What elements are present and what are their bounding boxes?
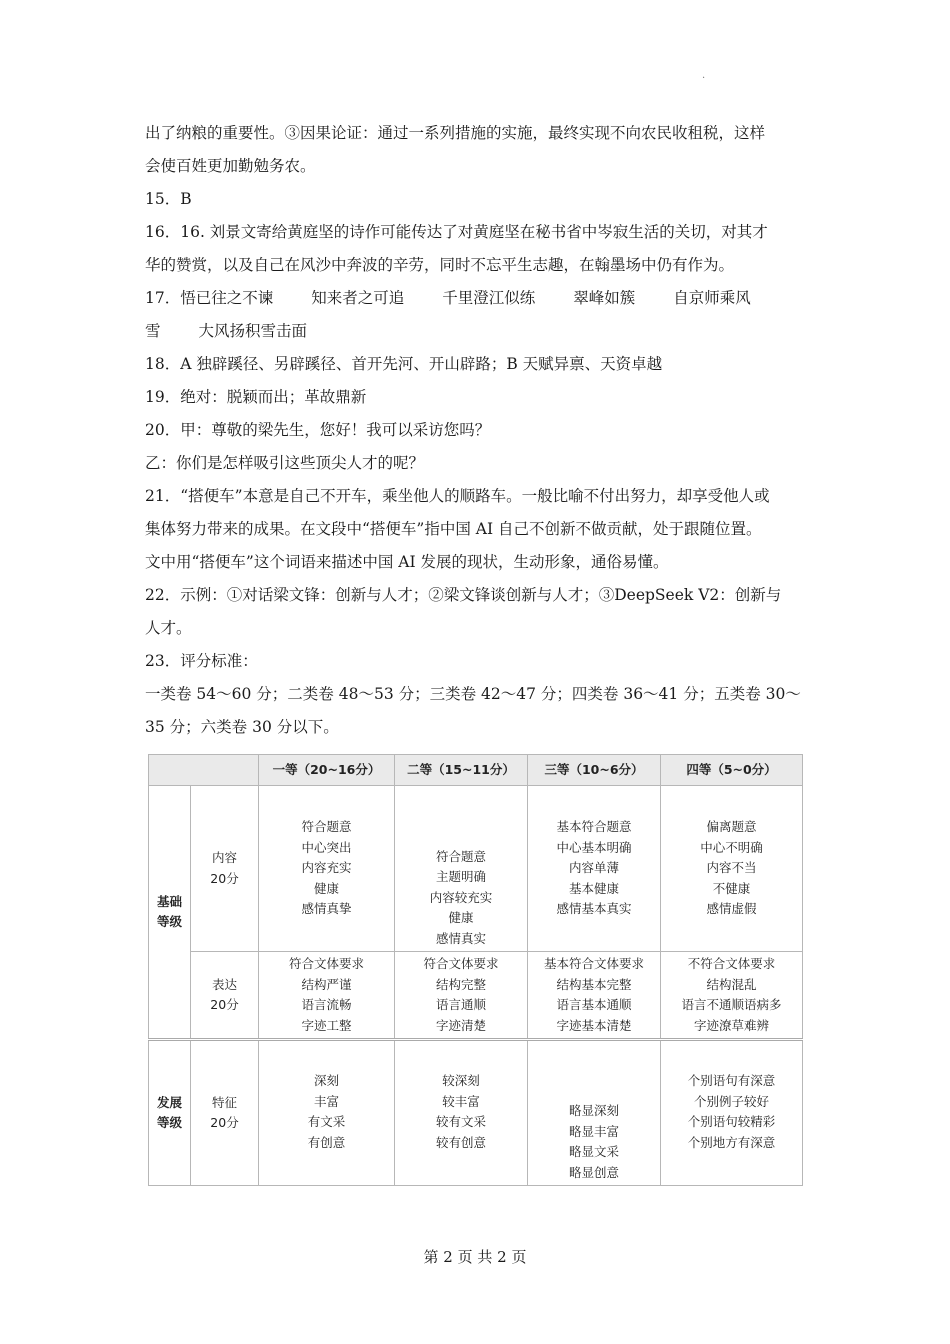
line: 人才。 — [145, 619, 192, 637]
cell-text: 个别语句有深意 个别例子较好 个别语句较精彩 个别地方有深意 — [687, 1073, 776, 1150]
corner-mark: . — [702, 70, 706, 81]
q17-part: 17．悟已往之不谏 — [145, 289, 274, 307]
table-cell — [661, 786, 803, 952]
line: 乙：你们是怎样吸引这些顶尖人才的呢？ — [145, 454, 425, 472]
table-cell — [661, 1040, 803, 1186]
row-label — [191, 786, 259, 952]
cell-text: 基本符合文体要求 结构基本完整 语言基本通顺 字迹基本清楚 — [543, 956, 644, 1033]
q17-part: 自京师乘风 — [673, 289, 751, 307]
answer-17-cont — [145, 315, 810, 348]
cell-text: 符合文体要求 结构严谨 语言流畅 字迹工整 — [288, 956, 364, 1033]
answer-19: 19．绝对：脱颖而出；革故鼎新 — [145, 388, 367, 406]
group-development — [149, 1040, 191, 1186]
table-cell — [528, 952, 661, 1040]
q17-part: 雪 — [145, 322, 161, 340]
cell-text: 较深刻 较丰富 较有文采 较有创意 — [435, 1073, 486, 1150]
table-cell — [259, 952, 395, 1040]
answer-23: 23．评分标准： — [145, 652, 258, 670]
group-basic — [149, 786, 191, 1040]
answer-22: 22．示例：①对话梁文锋：创新与人才；②梁文锋谈创新与人才；③DeepSeek V2：创新与 — [145, 586, 782, 604]
q17-part: 大风扬积雪击面 — [198, 322, 308, 340]
line: 35 分；六类卷 30 分以下。 — [145, 718, 339, 736]
answer-16: 16．16. 刘景文寄给黄庭坚的诗作可能传达了对黄庭坚在秘书省中岑寂生活的关切，对其才 — [145, 223, 768, 241]
line: 一类卷 54～60 分；二类卷 48～53 分；三类卷 42～47 分；四类卷 36～41 分；五类卷 30～ — [145, 685, 801, 703]
cell-text: 不符合文体要求 结构混乱 语言不通顺语病多 字迹潦草难辨 — [681, 956, 782, 1033]
grade-header: 二等（15~11分） — [395, 755, 528, 786]
row-label-text: 特征 20分 — [210, 1094, 239, 1130]
q17-part: 千里澄江似练 — [442, 289, 536, 307]
table-cell — [661, 952, 803, 1040]
grade-header: 一等（20~16分） — [259, 755, 395, 786]
page-footer: 第 2 页 共 2 页 — [423, 1248, 527, 1266]
grade-header: 四等（5~0分） — [661, 755, 803, 786]
cell-text: 符合题意 中心突出 内容充实 健康 感情真挚 — [301, 819, 352, 917]
row-label — [191, 952, 259, 1040]
table-cell — [395, 786, 528, 952]
table-cell — [259, 786, 395, 952]
cell-text: 深刻 丰富 有文采 有创意 — [307, 1073, 346, 1150]
cell-text: 符合文体要求 结构完整 语言通顺 字迹清楚 — [423, 956, 499, 1033]
answer-15: 15．B — [145, 190, 192, 208]
cell-text: 符合题意 主题明确 内容较充实 健康 感情真实 — [429, 848, 493, 946]
table-cell — [395, 952, 528, 1040]
answer-17 — [145, 282, 810, 315]
answer-text — [145, 117, 810, 744]
group-label: 发展 等级 — [156, 1094, 182, 1130]
line: 出了纳粮的重要性。③因果论证：通过一系列措施的实施，最终实现不向农民收租税，这样 — [145, 124, 766, 142]
table-cell — [528, 786, 661, 952]
row-label-text: 内容 20分 — [210, 850, 239, 886]
cell-text: 略显深刻 略显丰富 略显文采 略显创意 — [568, 1103, 619, 1180]
line: 会使百姓更加勤勉务农。 — [145, 157, 316, 175]
q17-part: 翠峰如簇 — [573, 289, 636, 307]
corner-header — [149, 755, 259, 786]
table-cell — [395, 1040, 528, 1186]
cell-text: 基本符合题意 中心基本明确 内容单薄 基本健康 感情基本真实 — [556, 819, 632, 917]
table-cell — [528, 1040, 661, 1186]
line: 文中用“搭便车”这个词语来描述中国 AI 发展的现状，生动形象，通俗易懂。 — [145, 553, 669, 571]
answer-18: 18．A 独辟蹊径、另辟蹊径、首开先河、开山辟路；B 天赋异禀、天资卓越 — [145, 355, 663, 373]
q17-part: 知来者之可追 — [311, 289, 405, 307]
row-label-text: 表达 20分 — [210, 976, 239, 1012]
answer-21: 21．“搭便车”本意是自己不开车，乘坐他人的顺路车。一般比喻不付出努力，却享受他人或 — [145, 487, 770, 505]
line: 集体努力带来的成果。在文段中“搭便车”指中国 AI 自己不创新不做贡献，处于跟随位置。 — [145, 520, 762, 538]
line: 华的赞赏，以及自己在风沙中奔波的辛劳，同时不忘平生志趣，在翰墨场中仍有作为。 — [145, 256, 735, 274]
group-label: 基础 等级 — [156, 893, 182, 929]
cell-text: 偏离题意 中心不明确 内容不当 不健康 感情虚假 — [700, 819, 763, 917]
scoring-table — [148, 754, 802, 1182]
answer-20: 20．甲：尊敬的梁先生，您好！我可以采访您吗？ — [145, 421, 491, 439]
grade-header: 三等（10~6分） — [528, 755, 661, 786]
table-cell — [259, 1040, 395, 1186]
row-label — [191, 1040, 259, 1186]
